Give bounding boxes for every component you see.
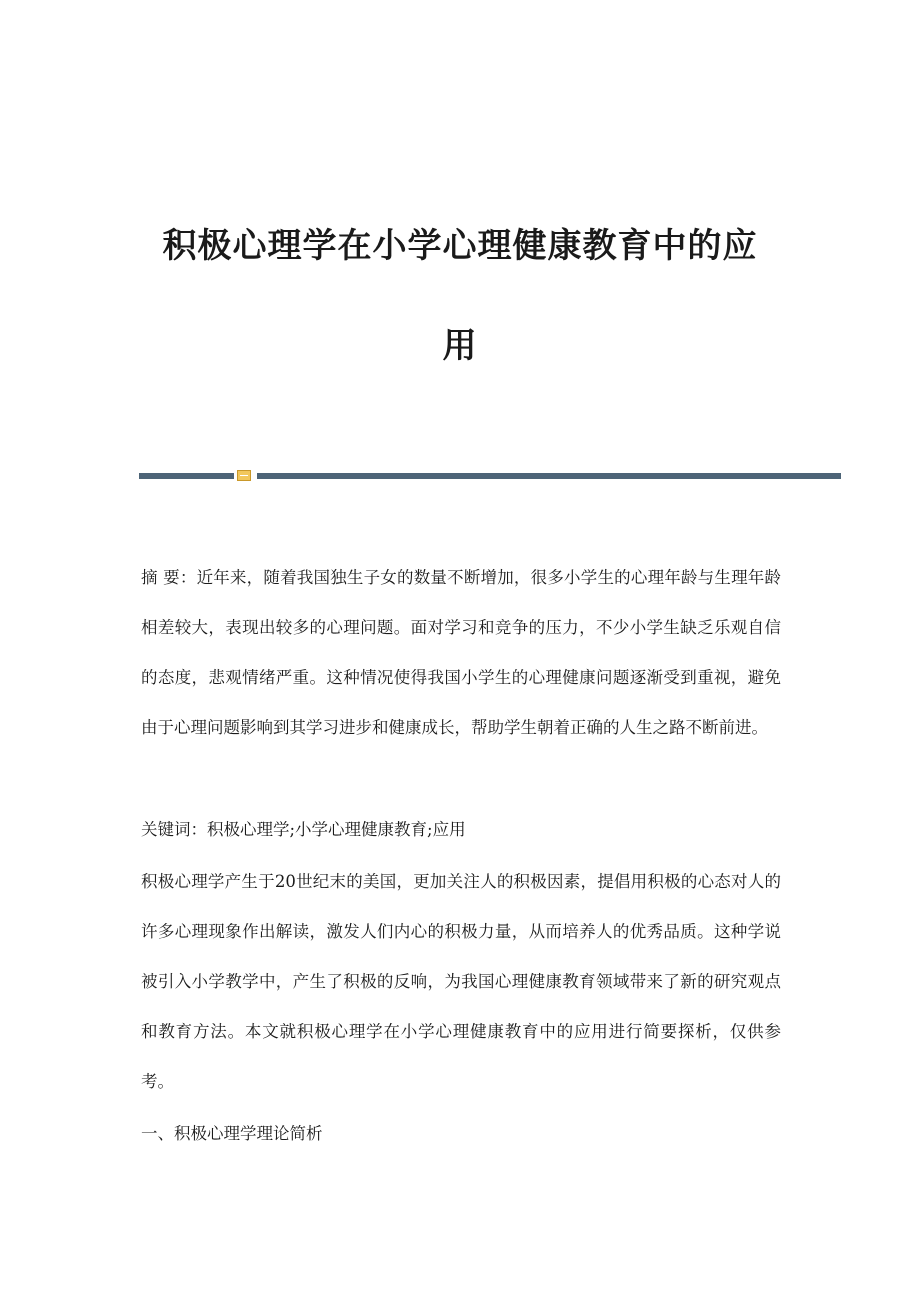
abstract-paragraph: [141, 553, 781, 753]
abstract-text: 近年来，随着我国独生子女的数量不断增加，很多小学生的心理年龄与生理年龄相差较大，表现出较多的心理问题。面对学习和竞争的压力，不少小学生缺乏乐观自信的态度，悲观情绪严重。这种情况使得我国小学生的心理健康问题逐渐受到重视，避免由于心理问题影响到其学习进步和健康成长，帮助学生朝着正确的人生之路不断前进。: [141, 568, 781, 737]
divider-bar-right: [257, 473, 841, 479]
keywords-label: 关键词：: [141, 820, 207, 839]
abstract-label: 摘 要：: [141, 568, 197, 587]
divider-ornament-icon: [237, 470, 251, 481]
keywords-text: 积极心理学;小学心理健康教育;应用: [207, 820, 466, 839]
document-title-line-2: 用: [442, 326, 478, 366]
keywords-paragraph: [141, 805, 781, 855]
intro-paragraph: 积极心理学产生于20世纪末的美国，更加关注人的积极因素，提倡用积极的心态对人的许多心理现象作出解读，激发人们内心的积极力量，从而培养人的优秀品质。这种学说被引入小学教学中，产生了积极的反响，为我国心理健康教育领域带来了新的研究观点和教育方法。本文就积极心理学在小学心理健康教育中的应用进行简要探析，仅供参考。: [141, 872, 781, 1091]
divider-bar-left: [139, 473, 234, 479]
section-heading: 一、积极心理学理论简析: [141, 1124, 323, 1143]
title-divider: [139, 470, 841, 480]
document-title-line-1: 积极心理学在小学心理健康教育中的应: [162, 226, 758, 266]
